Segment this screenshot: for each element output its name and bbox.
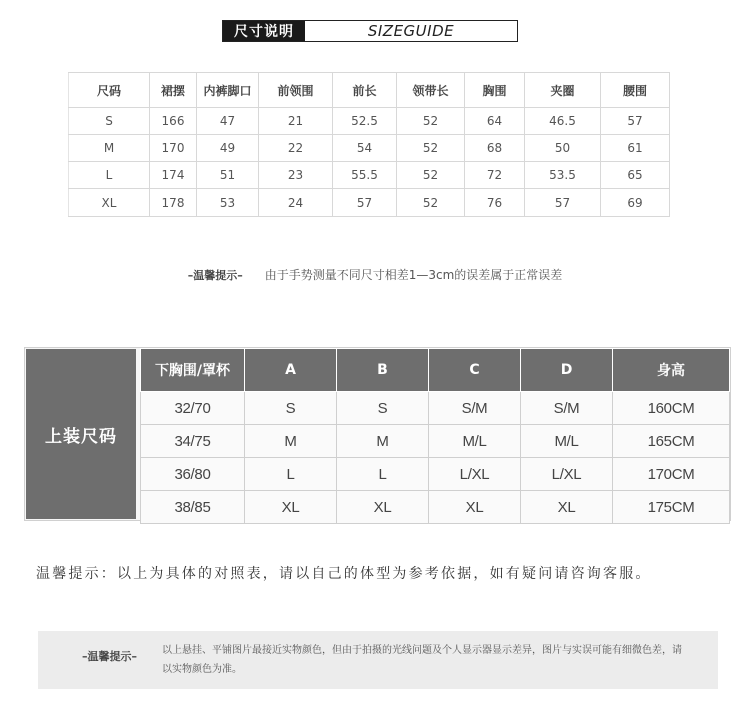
- table-cell: 52: [397, 162, 465, 189]
- top-size-table: [140, 348, 730, 524]
- table-cell: 166: [150, 108, 197, 135]
- table-cell: S: [245, 392, 337, 425]
- table-cell: 23: [259, 162, 333, 189]
- table-cell: M/L: [521, 425, 613, 458]
- table-cell: L: [337, 458, 429, 491]
- table-cell: 160CM: [613, 392, 730, 425]
- table-row: [141, 425, 730, 458]
- size-table-header: 夹圈: [525, 73, 601, 108]
- table-row: [69, 135, 670, 162]
- table-cell: 52: [397, 108, 465, 135]
- top-table-header: 身高: [613, 349, 730, 392]
- table-cell: XL: [337, 491, 429, 524]
- table-cell: 51: [197, 162, 259, 189]
- table-row: [69, 108, 670, 135]
- table-row: [69, 162, 670, 189]
- table-cell: 49: [197, 135, 259, 162]
- size-table-header: 腰围: [601, 73, 670, 108]
- table-row: [141, 491, 730, 524]
- table-cell: 21: [259, 108, 333, 135]
- table-cell: 174: [150, 162, 197, 189]
- table-cell: 52: [397, 189, 465, 217]
- top-table-header-row: [141, 349, 730, 392]
- size-table-header: 前长: [333, 73, 397, 108]
- table-cell: 57: [525, 189, 601, 217]
- table-cell: 47: [197, 108, 259, 135]
- table-cell: 53.5: [525, 162, 601, 189]
- table-row: [141, 458, 730, 491]
- table-cell: 46.5: [525, 108, 601, 135]
- table-cell: L: [245, 458, 337, 491]
- table-cell: 68: [465, 135, 525, 162]
- top-table-header: B: [337, 349, 429, 392]
- measurement-tip: [0, 266, 750, 283]
- table-cell: M: [245, 425, 337, 458]
- table-cell: XL: [429, 491, 521, 524]
- table-cell: 24: [259, 189, 333, 217]
- table-cell: 72: [465, 162, 525, 189]
- table-cell: 170: [150, 135, 197, 162]
- table-row: [141, 392, 730, 425]
- table-cell: 175CM: [613, 491, 730, 524]
- table-cell: 55.5: [333, 162, 397, 189]
- table-cell: 57: [333, 189, 397, 217]
- table-cell: XL: [245, 491, 337, 524]
- table-cell: XL: [69, 189, 150, 217]
- table-row: [69, 189, 670, 217]
- table-cell: S: [337, 392, 429, 425]
- table-cell: M: [69, 135, 150, 162]
- table-cell: L: [69, 162, 150, 189]
- table-cell: L/XL: [521, 458, 613, 491]
- table-cell: 76: [465, 189, 525, 217]
- size-guide-header: [222, 20, 518, 42]
- top-table-header: C: [429, 349, 521, 392]
- table-cell: 34/75: [141, 425, 245, 458]
- tip-text: 由于手势测量不同尺寸相差1—3cm的误差属于正常误差: [264, 268, 563, 282]
- top-table-header: 下胸围/罩杯: [141, 349, 245, 392]
- table-cell: 69: [601, 189, 670, 217]
- table-cell: 38/85: [141, 491, 245, 524]
- table-cell: 22: [259, 135, 333, 162]
- top-table-header: D: [521, 349, 613, 392]
- table-cell: 178: [150, 189, 197, 217]
- size-table-header: 内裤脚口: [197, 73, 259, 108]
- reference-note: 温馨提示：以上为具体的对照表，请以自己的体型为参考依据，如有疑问请咨询客服。: [36, 566, 652, 582]
- table-cell: 32/70: [141, 392, 245, 425]
- table-cell: M: [337, 425, 429, 458]
- table-cell: 61: [601, 135, 670, 162]
- table-cell: M/L: [429, 425, 521, 458]
- top-size-label: 上装尺码: [26, 349, 136, 519]
- color-note-label: –温馨提示–: [82, 650, 137, 663]
- top-size-section: [24, 347, 731, 521]
- table-cell: 165CM: [613, 425, 730, 458]
- table-cell: 52.5: [333, 108, 397, 135]
- header-cn-title: 尺寸说明: [223, 21, 305, 41]
- table-cell: 65: [601, 162, 670, 189]
- size-table-header: 胸围: [465, 73, 525, 108]
- table-cell: XL: [521, 491, 613, 524]
- table-cell: S/M: [429, 392, 521, 425]
- color-note-box: [38, 631, 718, 689]
- table-cell: 36/80: [141, 458, 245, 491]
- table-cell: S: [69, 108, 150, 135]
- table-cell: 54: [333, 135, 397, 162]
- tip-label: –温馨提示–: [187, 269, 243, 282]
- size-table-header: 尺码: [69, 73, 150, 108]
- size-measurement-table: [68, 72, 670, 217]
- table-cell: 50: [525, 135, 601, 162]
- size-table-header-row: [69, 73, 670, 108]
- table-cell: 57: [601, 108, 670, 135]
- size-table-header: 前领围: [259, 73, 333, 108]
- header-en-title: SIZEGUIDE: [367, 22, 455, 40]
- table-cell: 52: [397, 135, 465, 162]
- table-cell: 64: [465, 108, 525, 135]
- size-table-header: 领带长: [397, 73, 465, 108]
- table-cell: 170CM: [613, 458, 730, 491]
- top-table-header: A: [245, 349, 337, 392]
- table-cell: L/XL: [429, 458, 521, 491]
- table-cell: S/M: [521, 392, 613, 425]
- size-table-header: 裙摆: [150, 73, 197, 108]
- table-cell: 53: [197, 189, 259, 217]
- color-note-text: 以上悬挂、平铺图片最接近实物颜色，但由于拍摄的光线问题及个人显示器显示差异，图片与实误可能有细微色差，请以实物颜色为准。: [162, 645, 682, 675]
